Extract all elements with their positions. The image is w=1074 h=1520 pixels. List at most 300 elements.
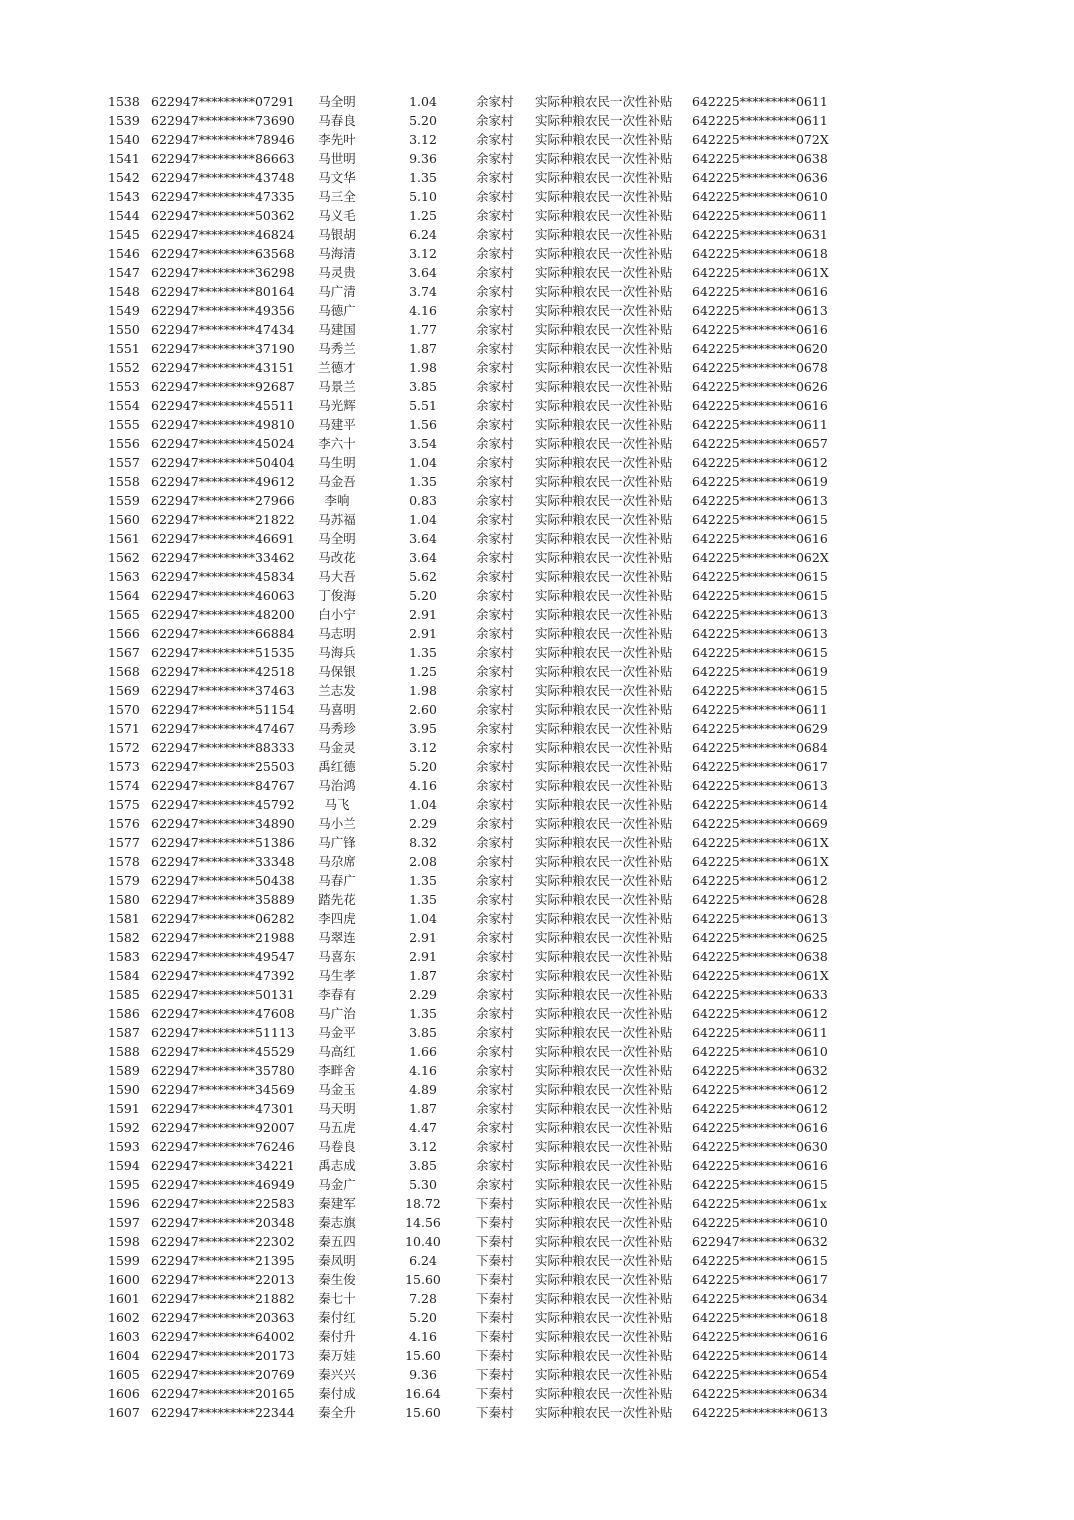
- row-number-cell: 1578: [108, 854, 140, 869]
- name-cell: 马保银: [318, 664, 356, 679]
- id-number-cell: 642225*********0613: [692, 626, 828, 641]
- bank-card-cell: 622947*********80164: [151, 284, 295, 299]
- amount-cell: 1.35: [409, 892, 437, 907]
- id-number-cell: 642225*********0613: [692, 607, 828, 622]
- table-row: [0, 225, 1074, 244]
- row-number-cell: 1564: [108, 588, 140, 603]
- subsidy-type-cell: 实际种粮农民一次性补贴: [535, 645, 673, 660]
- subsidy-type-cell: 实际种粮农民一次性补贴: [535, 512, 673, 527]
- name-cell: 马金广: [318, 1177, 356, 1192]
- row-number-cell: 1579: [108, 873, 140, 888]
- table-row: [0, 1384, 1074, 1403]
- row-number-cell: 1581: [108, 911, 140, 926]
- village-cell: 余家村: [476, 113, 514, 128]
- name-cell: 马义毛: [318, 208, 356, 223]
- subsidy-type-cell: 实际种粮农民一次性补贴: [535, 1063, 673, 1078]
- amount-cell: 5.51: [409, 398, 437, 413]
- subsidy-type-cell: 实际种粮农民一次性补贴: [535, 151, 673, 166]
- table-row: [0, 1004, 1074, 1023]
- name-cell: 马金吾: [318, 474, 356, 489]
- village-cell: 余家村: [476, 417, 514, 432]
- amount-cell: 3.64: [409, 550, 437, 565]
- id-number-cell: 642225*********0684: [692, 740, 828, 755]
- row-number-cell: 1591: [108, 1101, 140, 1116]
- village-cell: 余家村: [476, 797, 514, 812]
- bank-card-cell: 622947*********47301: [151, 1101, 295, 1116]
- row-number-cell: 1552: [108, 360, 140, 375]
- bank-card-cell: 622947*********21882: [151, 1291, 295, 1306]
- subsidy-type-cell: 实际种粮农民一次性补贴: [535, 911, 673, 926]
- row-number-cell: 1582: [108, 930, 140, 945]
- id-number-cell: 642225*********0619: [692, 474, 828, 489]
- village-cell: 下秦村: [476, 1272, 514, 1287]
- bank-card-cell: 622947*********50131: [151, 987, 295, 1002]
- village-cell: 余家村: [476, 303, 514, 318]
- village-cell: 余家村: [476, 322, 514, 337]
- subsidy-type-cell: 实际种粮农民一次性补贴: [535, 930, 673, 945]
- amount-cell: 9.36: [409, 151, 437, 166]
- id-number-cell: 642225*********0611: [692, 113, 828, 128]
- table-row: [0, 130, 1074, 149]
- amount-cell: 5.20: [409, 759, 437, 774]
- subsidy-type-cell: 实际种粮农民一次性补贴: [535, 1272, 673, 1287]
- amount-cell: 3.85: [409, 1025, 437, 1040]
- subsidy-type-cell: 实际种粮农民一次性补贴: [535, 1101, 673, 1116]
- table-row: [0, 453, 1074, 472]
- bank-card-cell: 622947*********35889: [151, 892, 295, 907]
- village-cell: 下秦村: [476, 1234, 514, 1249]
- table-row: [0, 1213, 1074, 1232]
- table-row: [0, 320, 1074, 339]
- name-cell: 马天明: [318, 1101, 356, 1116]
- bank-card-cell: 622947*********64002: [151, 1329, 295, 1344]
- village-cell: 余家村: [476, 854, 514, 869]
- table-row: [0, 415, 1074, 434]
- table-row: [0, 187, 1074, 206]
- subsidy-type-cell: 实际种粮农民一次性补贴: [535, 436, 673, 451]
- row-number-cell: 1573: [108, 759, 140, 774]
- amount-cell: 4.47: [409, 1120, 437, 1135]
- village-cell: 下秦村: [476, 1405, 514, 1420]
- row-number-cell: 1599: [108, 1253, 140, 1268]
- row-number-cell: 1588: [108, 1044, 140, 1059]
- amount-cell: 9.36: [409, 1367, 437, 1382]
- table-row: [0, 1137, 1074, 1156]
- amount-cell: 5.20: [409, 113, 437, 128]
- table-row: [0, 396, 1074, 415]
- name-cell: 马银胡: [318, 227, 356, 242]
- table-row: [0, 548, 1074, 567]
- amount-cell: 1.35: [409, 474, 437, 489]
- name-cell: 秦五四: [318, 1234, 356, 1249]
- table-row: [0, 1099, 1074, 1118]
- table-row: [0, 206, 1074, 225]
- subsidy-type-cell: 实际种粮农民一次性补贴: [535, 721, 673, 736]
- subsidy-type-cell: 实际种粮农民一次性补贴: [535, 1329, 673, 1344]
- subsidy-type-cell: 实际种粮农民一次性补贴: [535, 531, 673, 546]
- table-row: [0, 643, 1074, 662]
- name-cell: 马全明: [318, 94, 356, 109]
- village-cell: 余家村: [476, 94, 514, 109]
- name-cell: 马改花: [318, 550, 356, 565]
- amount-cell: 1.35: [409, 873, 437, 888]
- amount-cell: 7.28: [409, 1291, 437, 1306]
- bank-card-cell: 622947*********37463: [151, 683, 295, 698]
- bank-card-cell: 622947*********92007: [151, 1120, 295, 1135]
- name-cell: 李四虎: [318, 911, 356, 926]
- village-cell: 余家村: [476, 531, 514, 546]
- name-cell: 马全明: [318, 531, 356, 546]
- name-cell: 马广锋: [318, 835, 356, 850]
- amount-cell: 1.35: [409, 170, 437, 185]
- name-cell: 秦志旗: [318, 1215, 356, 1230]
- village-cell: 余家村: [476, 246, 514, 261]
- village-cell: 余家村: [476, 398, 514, 413]
- bank-card-cell: 622947*********92687: [151, 379, 295, 394]
- table-row: [0, 529, 1074, 548]
- subsidy-type-cell: 实际种粮农民一次性补贴: [535, 854, 673, 869]
- bank-card-cell: 622947*********50404: [151, 455, 295, 470]
- amount-cell: 1.04: [409, 911, 437, 926]
- bank-card-cell: 622947*********66884: [151, 626, 295, 641]
- bank-card-cell: 622947*********07291: [151, 94, 295, 109]
- amount-cell: 16.64: [405, 1386, 441, 1401]
- row-number-cell: 1554: [108, 398, 140, 413]
- amount-cell: 1.35: [409, 1006, 437, 1021]
- name-cell: 马文华: [318, 170, 356, 185]
- village-cell: 余家村: [476, 721, 514, 736]
- table-row: [0, 1175, 1074, 1194]
- village-cell: 余家村: [476, 1044, 514, 1059]
- amount-cell: 3.12: [409, 740, 437, 755]
- bank-card-cell: 622947*********51113: [151, 1025, 295, 1040]
- name-cell: 禹红德: [318, 759, 356, 774]
- subsidy-type-cell: 实际种粮农民一次性补贴: [535, 1234, 673, 1249]
- village-cell: 余家村: [476, 702, 514, 717]
- subsidy-type-cell: 实际种粮农民一次性补贴: [535, 398, 673, 413]
- table-row: [0, 1308, 1074, 1327]
- amount-cell: 5.20: [409, 1310, 437, 1325]
- table-row: [0, 263, 1074, 282]
- id-number-cell: 642225*********0620: [692, 341, 828, 356]
- amount-cell: 1.04: [409, 797, 437, 812]
- name-cell: 马景兰: [318, 379, 356, 394]
- bank-card-cell: 622947*********27966: [151, 493, 295, 508]
- id-number-cell: 642225*********0616: [692, 284, 828, 299]
- village-cell: 余家村: [476, 987, 514, 1002]
- amount-cell: 3.95: [409, 721, 437, 736]
- name-cell: 马金平: [318, 1025, 356, 1040]
- row-number-cell: 1594: [108, 1158, 140, 1173]
- name-cell: 马生明: [318, 455, 356, 470]
- id-number-cell: 642225*********0612: [692, 1101, 828, 1116]
- table-row: [0, 738, 1074, 757]
- amount-cell: 1.56: [409, 417, 437, 432]
- subsidy-type-cell: 实际种粮农民一次性补贴: [535, 113, 673, 128]
- name-cell: 马高红: [318, 1044, 356, 1059]
- row-number-cell: 1563: [108, 569, 140, 584]
- table-row: [0, 985, 1074, 1004]
- row-number-cell: 1544: [108, 208, 140, 223]
- subsidy-type-cell: 实际种粮农民一次性补贴: [535, 227, 673, 242]
- subsidy-table: [0, 92, 1074, 1422]
- row-number-cell: 1597: [108, 1215, 140, 1230]
- table-row: [0, 795, 1074, 814]
- bank-card-cell: 622947*********37190: [151, 341, 295, 356]
- subsidy-type-cell: 实际种粮农民一次性补贴: [535, 664, 673, 679]
- amount-cell: 6.24: [409, 1253, 437, 1268]
- id-number-cell: 642225*********0615: [692, 512, 828, 527]
- subsidy-type-cell: 实际种粮农民一次性补贴: [535, 1405, 673, 1420]
- id-number-cell: 642225*********0615: [692, 645, 828, 660]
- amount-cell: 5.30: [409, 1177, 437, 1192]
- subsidy-type-cell: 实际种粮农民一次性补贴: [535, 360, 673, 375]
- bank-card-cell: 622947*********49547: [151, 949, 295, 964]
- table-row: [0, 814, 1074, 833]
- bank-card-cell: 622947*********47608: [151, 1006, 295, 1021]
- name-cell: 马喜明: [318, 702, 356, 717]
- id-number-cell: 642225*********0669: [692, 816, 828, 831]
- id-number-cell: 642225*********0611: [692, 702, 828, 717]
- table-row: [0, 1346, 1074, 1365]
- name-cell: 秦兴兴: [318, 1367, 356, 1382]
- village-cell: 下秦村: [476, 1253, 514, 1268]
- subsidy-type-cell: 实际种粮农民一次性补贴: [535, 607, 673, 622]
- village-cell: 余家村: [476, 151, 514, 166]
- id-number-cell: 642225*********0610: [692, 189, 828, 204]
- village-cell: 余家村: [476, 455, 514, 470]
- name-cell: 马喜东: [318, 949, 356, 964]
- name-cell: 马秀珍: [318, 721, 356, 736]
- subsidy-type-cell: 实际种粮农民一次性补贴: [535, 949, 673, 964]
- village-cell: 余家村: [476, 607, 514, 622]
- village-cell: 余家村: [476, 436, 514, 451]
- row-number-cell: 1587: [108, 1025, 140, 1040]
- amount-cell: 1.98: [409, 360, 437, 375]
- table-row: [0, 1061, 1074, 1080]
- bank-card-cell: 622947*********20165: [151, 1386, 295, 1401]
- bank-card-cell: 622947*********45024: [151, 436, 295, 451]
- village-cell: 余家村: [476, 588, 514, 603]
- name-cell: 马春广: [318, 873, 356, 888]
- subsidy-type-cell: 实际种粮农民一次性补贴: [535, 702, 673, 717]
- row-number-cell: 1560: [108, 512, 140, 527]
- bank-card-cell: 622947*********21395: [151, 1253, 295, 1268]
- village-cell: 下秦村: [476, 1386, 514, 1401]
- name-cell: 马大吾: [318, 569, 356, 584]
- id-number-cell: 642225*********072X: [692, 132, 829, 147]
- table-row: [0, 244, 1074, 263]
- subsidy-type-cell: 实际种粮农民一次性补贴: [535, 1253, 673, 1268]
- id-number-cell: 642225*********0613: [692, 911, 828, 926]
- id-number-cell: 642225*********0633: [692, 987, 828, 1002]
- amount-cell: 3.54: [409, 436, 437, 451]
- name-cell: 马秀兰: [318, 341, 356, 356]
- village-cell: 余家村: [476, 1025, 514, 1040]
- id-number-cell: 642225*********0612: [692, 873, 828, 888]
- bank-card-cell: 622947*********86663: [151, 151, 295, 166]
- bank-card-cell: 622947*********20769: [151, 1367, 295, 1382]
- bank-card-cell: 622947*********33348: [151, 854, 295, 869]
- row-number-cell: 1571: [108, 721, 140, 736]
- row-number-cell: 1549: [108, 303, 140, 318]
- name-cell: 兰志发: [318, 683, 356, 698]
- subsidy-type-cell: 实际种粮农民一次性补贴: [535, 322, 673, 337]
- amount-cell: 1.04: [409, 94, 437, 109]
- table-row: [0, 1289, 1074, 1308]
- village-cell: 余家村: [476, 569, 514, 584]
- row-number-cell: 1553: [108, 379, 140, 394]
- table-row: [0, 472, 1074, 491]
- amount-cell: 1.35: [409, 645, 437, 660]
- row-number-cell: 1562: [108, 550, 140, 565]
- table-row: [0, 757, 1074, 776]
- subsidy-type-cell: 实际种粮农民一次性补贴: [535, 284, 673, 299]
- id-number-cell: 642225*********061X: [692, 968, 829, 983]
- amount-cell: 10.40: [405, 1234, 441, 1249]
- id-number-cell: 642225*********0613: [692, 493, 828, 508]
- amount-cell: 2.29: [409, 816, 437, 831]
- amount-cell: 4.16: [409, 303, 437, 318]
- id-number-cell: 642225*********0630: [692, 1139, 828, 1154]
- amount-cell: 1.87: [409, 1101, 437, 1116]
- subsidy-type-cell: 实际种粮农民一次性补贴: [535, 1006, 673, 1021]
- amount-cell: 6.24: [409, 227, 437, 242]
- table-row: [0, 1023, 1074, 1042]
- amount-cell: 15.60: [405, 1348, 441, 1363]
- row-number-cell: 1600: [108, 1272, 140, 1287]
- table-row: [0, 662, 1074, 681]
- id-number-cell: 642225*********0631: [692, 227, 828, 242]
- village-cell: 余家村: [476, 911, 514, 926]
- name-cell: 马灵贵: [318, 265, 356, 280]
- amount-cell: 1.04: [409, 455, 437, 470]
- id-number-cell: 642225*********0611: [692, 94, 828, 109]
- id-number-cell: 642225*********0613: [692, 303, 828, 318]
- bank-card-cell: 622947*********06282: [151, 911, 295, 926]
- row-number-cell: 1568: [108, 664, 140, 679]
- village-cell: 余家村: [476, 835, 514, 850]
- village-cell: 下秦村: [476, 1215, 514, 1230]
- village-cell: 余家村: [476, 1139, 514, 1154]
- id-number-cell: 642225*********0614: [692, 1348, 828, 1363]
- village-cell: 余家村: [476, 930, 514, 945]
- id-number-cell: 642225*********0612: [692, 1082, 828, 1097]
- name-cell: 马五虎: [318, 1120, 356, 1135]
- amount-cell: 15.60: [405, 1405, 441, 1420]
- subsidy-type-cell: 实际种粮农民一次性补贴: [535, 626, 673, 641]
- village-cell: 余家村: [476, 265, 514, 280]
- bank-card-cell: 622947*********34569: [151, 1082, 295, 1097]
- bank-card-cell: 622947*********51386: [151, 835, 295, 850]
- subsidy-type-cell: 实际种粮农民一次性补贴: [535, 1196, 673, 1211]
- amount-cell: 1.98: [409, 683, 437, 698]
- bank-card-cell: 622947*********20348: [151, 1215, 295, 1230]
- id-number-cell: 642225*********0615: [692, 588, 828, 603]
- row-number-cell: 1567: [108, 645, 140, 660]
- row-number-cell: 1585: [108, 987, 140, 1002]
- bank-card-cell: 622947*********49612: [151, 474, 295, 489]
- table-row: [0, 1194, 1074, 1213]
- subsidy-type-cell: 实际种粮农民一次性补贴: [535, 94, 673, 109]
- subsidy-type-cell: 实际种粮农民一次性补贴: [535, 1367, 673, 1382]
- subsidy-type-cell: 实际种粮农民一次性补贴: [535, 1386, 673, 1401]
- id-number-cell: 642225*********0611: [692, 417, 828, 432]
- subsidy-type-cell: 实际种粮农民一次性补贴: [535, 968, 673, 983]
- village-cell: 下秦村: [476, 1310, 514, 1325]
- amount-cell: 0.83: [409, 493, 437, 508]
- table-row: [0, 282, 1074, 301]
- subsidy-type-cell: 实际种粮农民一次性补贴: [535, 455, 673, 470]
- village-cell: 余家村: [476, 968, 514, 983]
- bank-card-cell: 622947*********43151: [151, 360, 295, 375]
- name-cell: 马尕席: [318, 854, 356, 869]
- subsidy-type-cell: 实际种粮农民一次性补贴: [535, 265, 673, 280]
- id-number-cell: 642225*********0654: [692, 1367, 828, 1382]
- subsidy-type-cell: 实际种粮农民一次性补贴: [535, 1139, 673, 1154]
- table-row: [0, 1270, 1074, 1289]
- table-row: [0, 1365, 1074, 1384]
- table-row: [0, 111, 1074, 130]
- bank-card-cell: 622947*********47434: [151, 322, 295, 337]
- name-cell: 秦全升: [318, 1405, 356, 1420]
- table-row: [0, 434, 1074, 453]
- row-number-cell: 1540: [108, 132, 140, 147]
- table-row: [0, 1327, 1074, 1346]
- subsidy-type-cell: 实际种粮农民一次性补贴: [535, 303, 673, 318]
- row-number-cell: 1590: [108, 1082, 140, 1097]
- id-number-cell: 642225*********0613: [692, 1405, 828, 1420]
- village-cell: 余家村: [476, 474, 514, 489]
- table-row: [0, 377, 1074, 396]
- name-cell: 兰德才: [318, 360, 356, 375]
- id-number-cell: 642225*********0610: [692, 1044, 828, 1059]
- table-row: [0, 909, 1074, 928]
- village-cell: 余家村: [476, 759, 514, 774]
- village-cell: 余家村: [476, 626, 514, 641]
- id-number-cell: 642225*********0616: [692, 398, 828, 413]
- amount-cell: 3.64: [409, 531, 437, 546]
- amount-cell: 2.91: [409, 930, 437, 945]
- subsidy-type-cell: 实际种粮农民一次性补贴: [535, 835, 673, 850]
- name-cell: 马建平: [318, 417, 356, 432]
- row-number-cell: 1576: [108, 816, 140, 831]
- bank-card-cell: 622947*********22583: [151, 1196, 295, 1211]
- row-number-cell: 1593: [108, 1139, 140, 1154]
- bank-card-cell: 622947*********46949: [151, 1177, 295, 1192]
- row-number-cell: 1539: [108, 113, 140, 128]
- bank-card-cell: 622947*********50362: [151, 208, 295, 223]
- village-cell: 余家村: [476, 816, 514, 831]
- village-cell: 余家村: [476, 1101, 514, 1116]
- row-number-cell: 1589: [108, 1063, 140, 1078]
- amount-cell: 3.12: [409, 132, 437, 147]
- table-row: [0, 776, 1074, 795]
- amount-cell: 4.89: [409, 1082, 437, 1097]
- subsidy-type-cell: 实际种粮农民一次性补贴: [535, 1348, 673, 1363]
- name-cell: 秦万娃: [318, 1348, 356, 1363]
- name-cell: 马三全: [318, 189, 356, 204]
- id-number-cell: 642225*********0634: [692, 1291, 828, 1306]
- table-row: [0, 301, 1074, 320]
- id-number-cell: 642225*********0616: [692, 1329, 828, 1344]
- subsidy-type-cell: 实际种粮农民一次性补贴: [535, 1310, 673, 1325]
- amount-cell: 18.72: [405, 1196, 441, 1211]
- table-row: [0, 605, 1074, 624]
- amount-cell: 4.16: [409, 1329, 437, 1344]
- amount-cell: 3.64: [409, 265, 437, 280]
- village-cell: 余家村: [476, 1082, 514, 1097]
